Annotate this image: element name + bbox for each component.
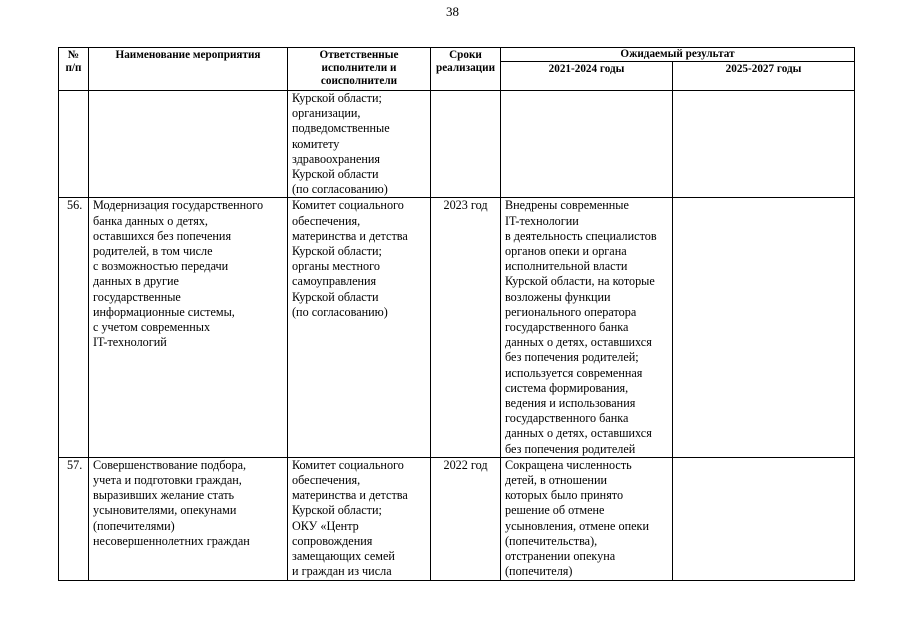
row-result-2021-2024: Внедрены современные IT-технологии в деятельность специалистов органов опеки и органа исполнительной власти Курской области, на которые возложены функции регионального оператора государственного банка данных о детях, оставшихся без попечения родителей; используется современная система формирования, ведения и использования государственного банка данных о детях, оставшихся без попечения родителей [501,198,673,457]
header-row-1 [59,48,855,62]
header-executors: Ответственные исполнители и соисполнители [288,48,431,91]
table-row [59,91,855,198]
row-executors: Комитет социального обеспечения, материнства и детства Курской области; органы местного самоуправления Курской области (по согласованию) [288,198,431,457]
row-terms [431,91,501,198]
row-name: Модернизация государственного банка данных о детях, оставшихся без попечения родителей, в том числе с возможностью передачи данных в другие государственные информационные системы, с учетом современных IT-технологий [89,198,288,457]
header-num: № п/п [59,48,89,91]
row-executors: Комитет социального обеспечения, материнства и детства Курской области; ОКУ «Центр сопровождения замещающих семей и граждан из числа [288,457,431,580]
row-name: Совершенствование подбора, учета и подготовки граждан, выразивших желание стать усыновителями, опекунами (попечителями) несовершеннолетних граждан [89,457,288,580]
header-result: Ожидаемый результат [501,48,855,62]
measures-table [58,47,855,581]
row-terms: 2022 год [431,457,501,580]
table-row [59,198,855,457]
row-result-2025-2027 [673,198,855,457]
row-num [59,91,89,198]
header-terms: Сроки реализации [431,48,501,91]
row-result-2025-2027 [673,91,855,198]
row-terms: 2023 год [431,198,501,457]
row-result-2021-2024 [501,91,673,198]
row-num: 57. [59,457,89,580]
row-result-2025-2027 [673,457,855,580]
header-period-2025-2027: 2025-2027 годы [673,62,855,91]
header-name: Наименование мероприятия [89,48,288,91]
page-number: 38 [446,4,459,19]
row-name [89,91,288,198]
header-period-2021-2024: 2021-2024 годы [501,62,673,91]
table-row [59,457,855,580]
row-executors: Курской области; организации, подведомственные комитету здравоохранения Курской области (по согласованию) [288,91,431,198]
row-result-2021-2024: Сокращена численность детей, в отношении которых было принято решение об отмене усыновления, отмене опеки (попечительства), отстранении опекуна (попечителя) [501,457,673,580]
row-num: 56. [59,198,89,457]
